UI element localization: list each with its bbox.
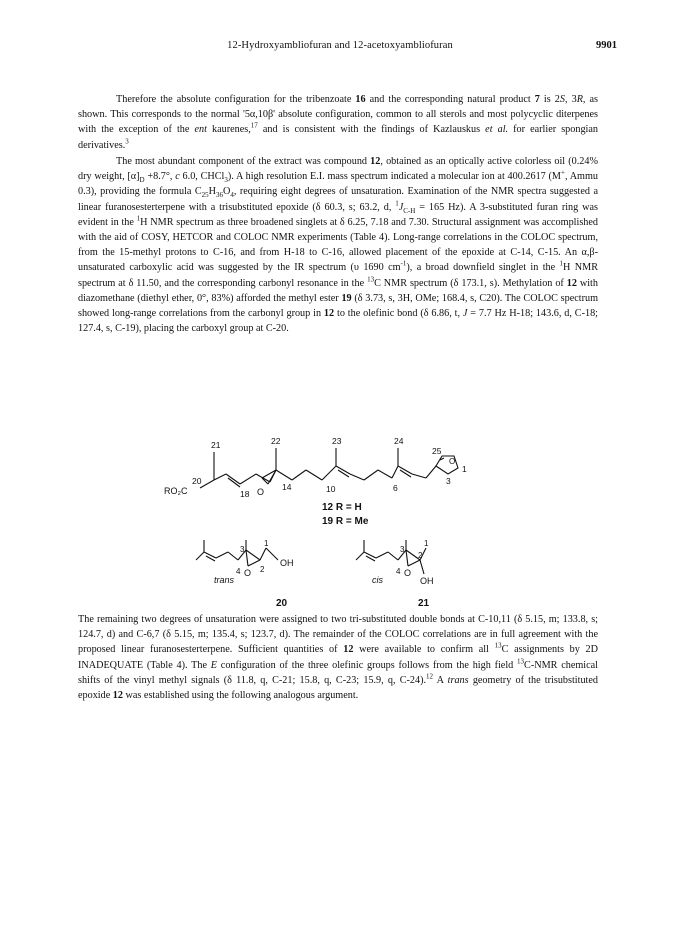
compound-12-structure [200, 448, 458, 488]
atom-label-25: 25 [432, 446, 442, 456]
paragraph-compound-12: The most abundant component of the extract was compound 12, obtained as an optically active colorless oil (0.24% dry weight, $[\alpha]_D +8.7^\circ$, c 6.0, CHCl$_3$). A high resolution E.I. mass spectrum indicated a molecular ion at 400.2617 (M+, Ammu 0.3), providing the formula $C_{25}H_{36}O_4$, requiring eight degrees of unsaturation. Examination of the NMR spectra suggested a linear furanosesterterpene with a trisubstituted epoxide (δ 60.3, s; 63.2, d, $^1J_{C-H} = 165$ Hz). A 3-substituted furan ring was evident in the $^1$H NMR spectrum as three broadened singlets at δ 6.25, 7.18 and 7.30. Structural assignment was accomplished with the aid of COSY, HETCOR and COLOC NMR experiments (Table 4). Long-range correlations in the COLOC spectrum, from the 15-methyl protons to C-16, and from H-18 to C-16, allowed placement of the epoxide at C-14, C-15. An α,β-unsaturated carboxylic acid was suggested by the IR spectrum (υ 1690 $cm^{-1}$), a broad downfield singlet in the $^1$H NMR spectrum at δ 11.50, and the corresponding carbonyl resonance in the $^{13}$C NMR spectrum (δ 173.1, s). Methylation of 12 with diazomethane (diethyl ether, 0°, 83%) afforded the methyl ester 19 (δ 3.73, s, 3H, OMe; 168.4, s, C20). The COLOC spectrum showed long-range correlations from the carbonyl group in 12 to the olefinic bond (δ 6.86, t, J = 7.7 Hz H-18; 143.6, d, C-18; 127.4, s, C-19), placing the carboxyl group at C-20. [78, 156, 598, 335]
atom-label-23: 23 [332, 436, 342, 446]
compound-21-structure [356, 540, 426, 574]
caption-compound-19: 19 R = Me [322, 516, 369, 527]
c20-position-4: 4 [236, 567, 241, 576]
atom-label-10: 10 [326, 484, 336, 494]
c20-stereo-label: trans [214, 575, 235, 585]
c20-position-1: 1 [264, 539, 269, 548]
atom-label-6: 6 [393, 483, 398, 493]
atom-label-1: 1 [462, 464, 467, 474]
caption-compound-20: 20 [276, 598, 288, 609]
paragraph-absolute-configuration: Therefore the absolute configuration for the tribenzoate 16 and the corresponding natural product 7 is 2S, 3R, as shown. This corresponds to the normal '5α,10β' absolute configuration, common to all sterols and most polycyclic diterpenes with the exception of the ent kaurenes,$^{17}$ and is consistent with the findings of Kazlauskus et al. for earlier spongian derivatives.$^3$ [78, 94, 599, 151]
atom-label-21: 21 [211, 440, 221, 450]
caption-compound-12: 12 R = H [322, 502, 362, 513]
c21-hydroxyl: OH [420, 576, 434, 586]
atom-label-3: 3 [446, 476, 451, 486]
c20-hydroxyl: OH [280, 558, 294, 568]
compound-captions [322, 502, 369, 527]
paragraph-unsaturation: The remaining two degrees of unsaturation were assigned to two tri-substituted double bonds at C-10,11 (δ 5.15, m; 133.8, s; 124.7, d) and C-6,7 (δ 5.15, m; 135.4, s; 123.7, d). The remainder of the COLOC correlations are in full agreement with the proposed linear furanosesterterpene. Sufficient quantities of 12 were available to confirm all $^{13}$C assignments by 2D INADEQUATE (Table 4). The E configuration of the three olefinic groups follows from the high field $^{13}$C-NMR chemical shifts of the vinyl methyl signals (δ 11.8, q, C-21; 15.8, q, C-23; 15.9, q, C-24).$^{12}$ A trans geometry of the trisubstituted epoxide 12 was established using the following analogous argument. [78, 614, 599, 702]
c21-stereo-label: cis [372, 575, 383, 585]
atom-label-24: 24 [394, 436, 404, 446]
atom-label-14: 14 [282, 482, 292, 492]
c21-position-2: 2 [418, 551, 423, 560]
atom-label-22: 22 [271, 436, 281, 446]
c21-position-3: 3 [400, 545, 405, 554]
c21-position-1: 1 [424, 539, 429, 548]
caption-compound-21: 21 [418, 598, 430, 609]
c20-oxygen: O [244, 568, 252, 578]
compound-21-labels [372, 539, 434, 609]
running-title: 12-Hydroxyambliofuran and 12-acetoxyambliofuran [227, 40, 453, 51]
compound-20-labels [214, 539, 294, 609]
ester-group-label: RO₂C [164, 486, 188, 496]
furan-oxygen: O [449, 457, 456, 466]
c20-position-3: 3 [240, 545, 245, 554]
c20-position-2: 2 [260, 565, 265, 574]
page-number: 9901 [596, 40, 617, 51]
c21-position-4: 4 [396, 567, 401, 576]
atom-label-20: 20 [192, 476, 202, 486]
compound-12-atom-labels [164, 436, 467, 499]
c21-oxygen: O [404, 568, 412, 578]
atom-label-18: 18 [240, 489, 250, 499]
epoxide-oxygen: O [257, 487, 265, 497]
